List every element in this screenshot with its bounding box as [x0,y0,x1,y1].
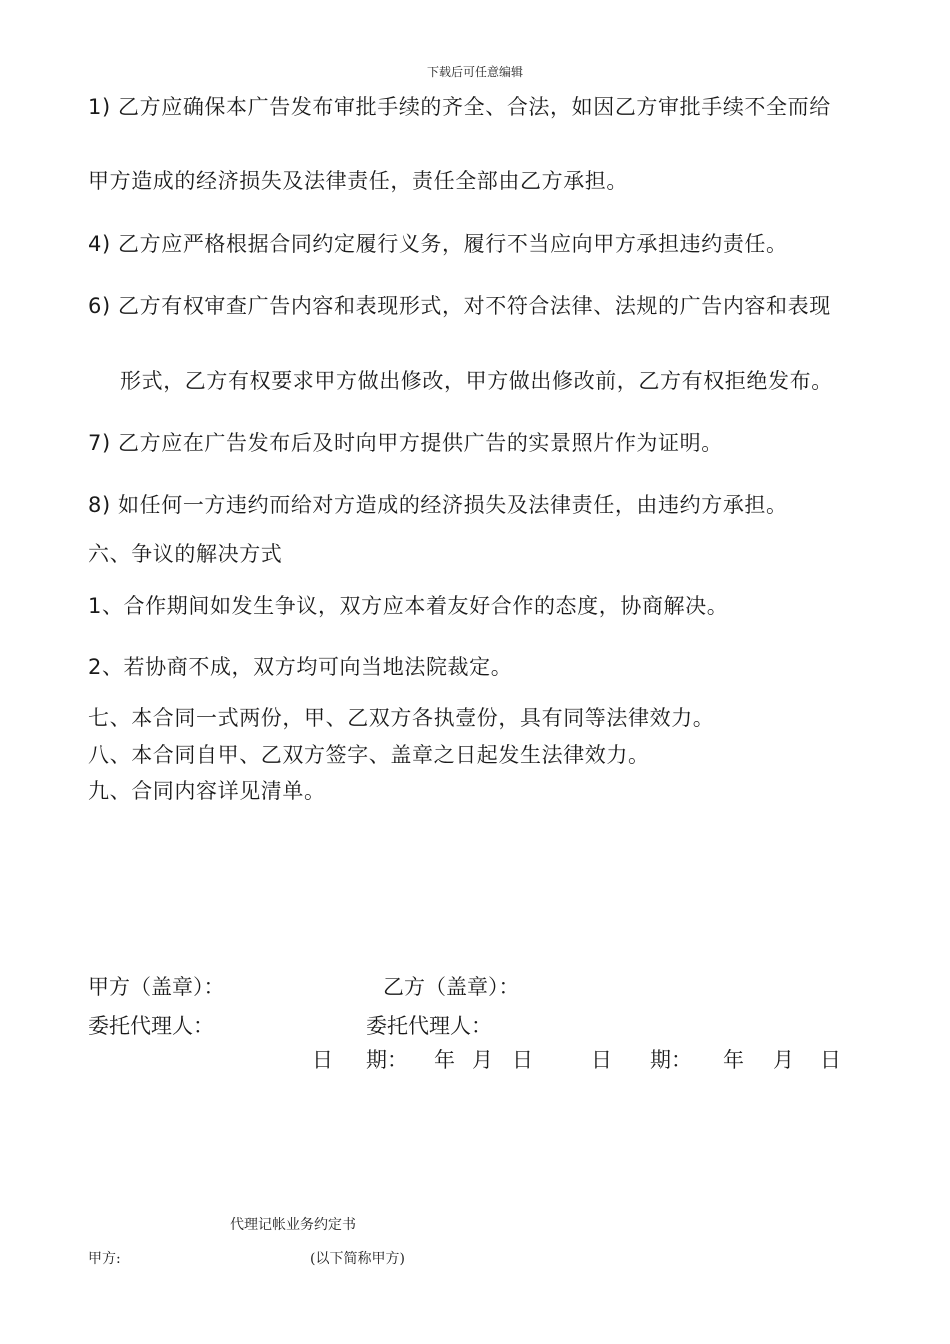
party-a-seal-label: 甲方（盖章）： [88,975,225,999]
clause-6-line-2: 形式，乙方有权要求甲方做出修改，甲方做出修改前，乙方有权拒绝发布。 [120,369,833,393]
date-b-day-char: 日 [591,1048,612,1072]
next-document-party-a-label: 甲方: [88,1251,121,1267]
section-6-title: 六、争议的解决方式 [88,542,283,566]
page-header-note: 下载后可任意编辑 [426,65,523,79]
date-a-year: 年 [434,1048,455,1072]
clause-1-line-1: 1) 乙方应确保本广告发布审批手续的齐全、合法，如因乙方审批手续不全而给 [88,95,831,119]
date-a-month: 月 [472,1048,493,1072]
section-9: 九、合同内容详见清单。 [88,779,326,803]
section-7: 七、本合同一式两份，甲、乙双方各执壹份，具有同等法律效力。 [88,706,715,730]
next-document-party-a-note: (以下简称甲方) [310,1251,405,1267]
next-document-title: 代理记帐业务约定书 [230,1217,356,1233]
date-a-period-label: 期： [366,1048,408,1072]
date-b-month: 月 [773,1048,794,1072]
party-b-agent-label: 委托代理人： [366,1014,492,1038]
date-b-day: 日 [820,1048,841,1072]
date-b-period-label: 期： [650,1048,692,1072]
date-a-day-char: 日 [312,1048,333,1072]
party-b-seal-label: 乙方（盖章）： [383,975,520,999]
section-6-item-2: 2、若协商不成，双方均可向当地法院裁定。 [88,655,513,679]
party-a-agent-label: 委托代理人： [88,1014,214,1038]
clause-7: 7) 乙方应在广告发布后及时向甲方提供广告的实景照片作为证明。 [88,431,723,455]
date-a-day: 日 [512,1048,533,1072]
section-8: 八、本合同自甲、乙双方签字、盖章之日起发生法律效力。 [88,743,650,767]
clause-4: 4) 乙方应严格根据合同约定履行义务，履行不当应向甲方承担违约责任。 [88,232,788,256]
date-b-year: 年 [723,1048,744,1072]
clause-1-line-2: 甲方造成的经济损失及法律责任，责任全部由乙方承担。 [88,169,628,193]
clause-6-line-1: 6) 乙方有权审查广告内容和表现形式，对不符合法律、法规的广告内容和表现 [88,294,831,318]
clause-8: 8) 如任何一方违约而给对方造成的经济损失及法律责任，由违约方承担。 [88,493,788,517]
section-6-item-1: 1、合作期间如发生争议，双方应本着友好合作的态度，协商解决。 [88,594,729,618]
